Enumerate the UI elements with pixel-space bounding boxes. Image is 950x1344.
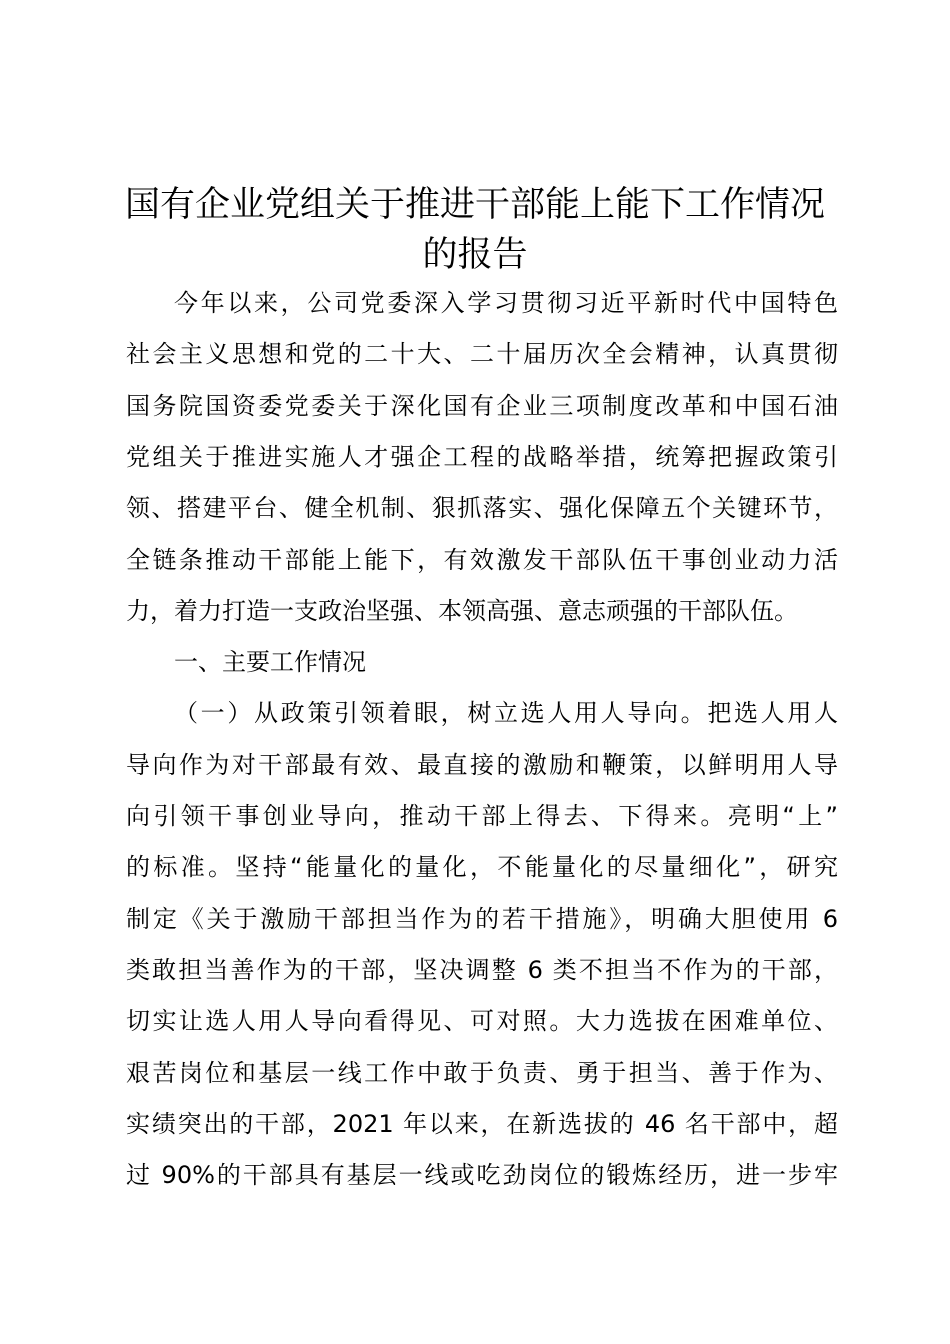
- body-line: 领、搭建平台、健全机制、狠抓落实、强化保障五个关键环节，: [126, 494, 838, 523]
- document-title-line-2: 的报告: [422, 235, 528, 275]
- body-line: 力，着力打造一支政治坚强、本领高强、意志顽强的干部队伍。: [126, 596, 798, 625]
- body-line: 国务院国资委党委关于深化国有企业三项制度改革和中国石油: [126, 391, 838, 420]
- body-line: 的标准。坚持“能量化的量化，不能量化的尽量细化”，研究: [126, 853, 838, 882]
- body-line: 切实让选人用人导向看得见、可对照。大力选拔在困难单位、: [126, 1007, 838, 1036]
- body-line: 过 90%的干部具有基层一线或吃劲岗位的锻炼经历，进一步牢: [126, 1161, 838, 1190]
- document-title-line-1: 国有企业党组关于推进干部能上能下工作情况: [124, 185, 825, 225]
- body-line: （一）从政策引领着眼，树立选人用人导向。把选人用人: [174, 699, 838, 728]
- body-line: 实绩突出的干部，2021 年以来，在新选拔的 46 名干部中，超: [126, 1109, 838, 1138]
- body-line: 向引领干事创业导向，推动干部上得去、下得来。亮明“上”: [126, 802, 838, 830]
- body-line: 社会主义思想和党的二十大、二十届历次全会精神，认真贯彻: [126, 340, 838, 369]
- body-line: 今年以来，公司党委深入学习贯彻习近平新时代中国特色: [174, 289, 838, 317]
- body-line: 导向作为对干部最有效、最直接的激励和鞭策，以鲜明用人导: [126, 750, 838, 779]
- body-line: 类敢担当善作为的干部，坚决调整 6 类不担当不作为的干部，: [126, 955, 838, 984]
- body-line: 党组关于推进实施人才强企工程的战略举措，统筹把握政策引: [126, 442, 838, 471]
- body-line: 艰苦岗位和基层一线工作中敢于负责、勇于担当、善于作为、: [126, 1058, 838, 1087]
- body-line: 全链条推动干部能上能下，有效激发干部队伍干事创业动力活: [126, 545, 838, 574]
- body-line: 制定《关于激励干部担当作为的若干措施》，明确大胆使用 6: [126, 904, 838, 933]
- body-line: 一、主要工作情况: [174, 648, 366, 677]
